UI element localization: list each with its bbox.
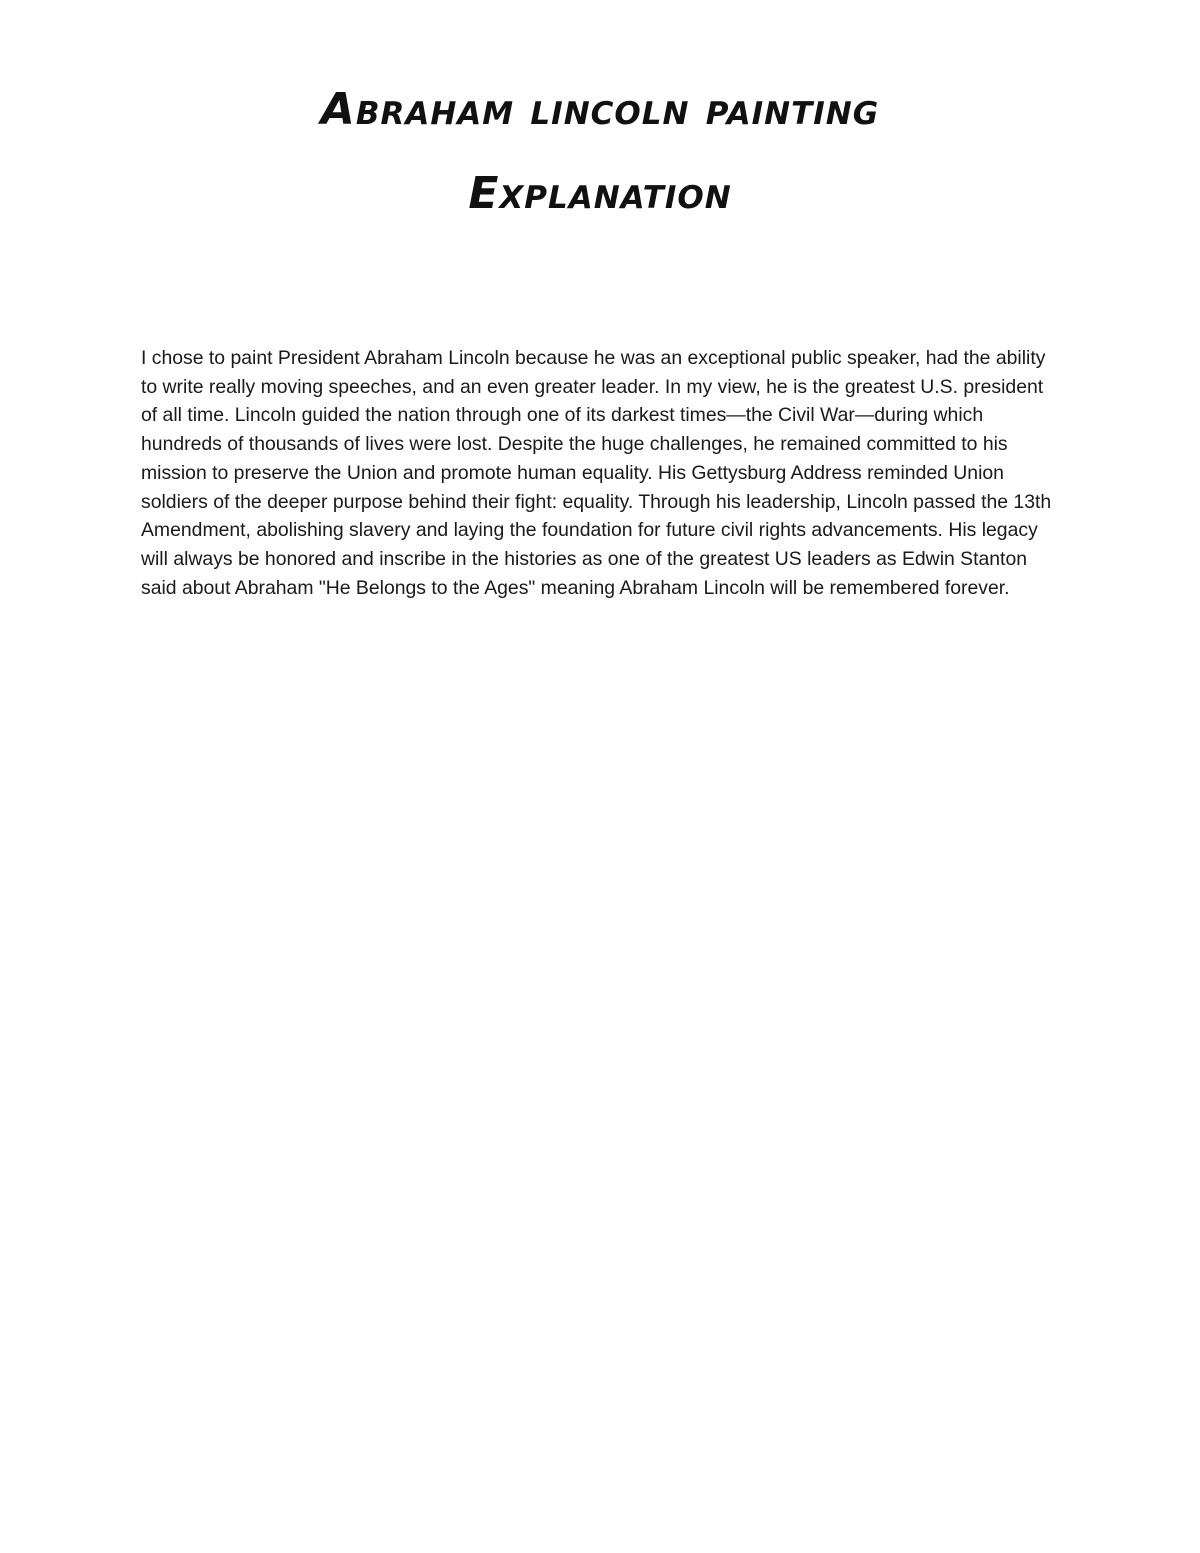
document-subtitle: Explanation <box>468 168 732 219</box>
body-paragraph: I chose to paint President Abraham Lincoln because he was an exceptional public speaker, had the ability to write really moving speeches, and an even greater leader. In my view, he is the greatest U.S. president of all time. Lincoln guided the nation through one of its darkest times—the Civil War—during which hundreds of thousands of lives were lost. Despite the huge challenges, he remained committed to his mission to preserve the Union and promote human equality. His Gettysburg Address reminded Union soldiers of the deeper purpose behind their fight: equality. Through his leadership, Lincoln passed the 13th Amendment, abolishing slavery and laying the foundation for future civil rights advancements. His legacy will always be honored and inscribe in the histories as one of the greatest US leaders as Edwin Stanton said about Abraham "He Belongs to the Ages" meaning Abraham Lincoln will be remembered forever. <box>141 347 1052 599</box>
document-title: Abraham lincoln painting <box>320 84 880 135</box>
